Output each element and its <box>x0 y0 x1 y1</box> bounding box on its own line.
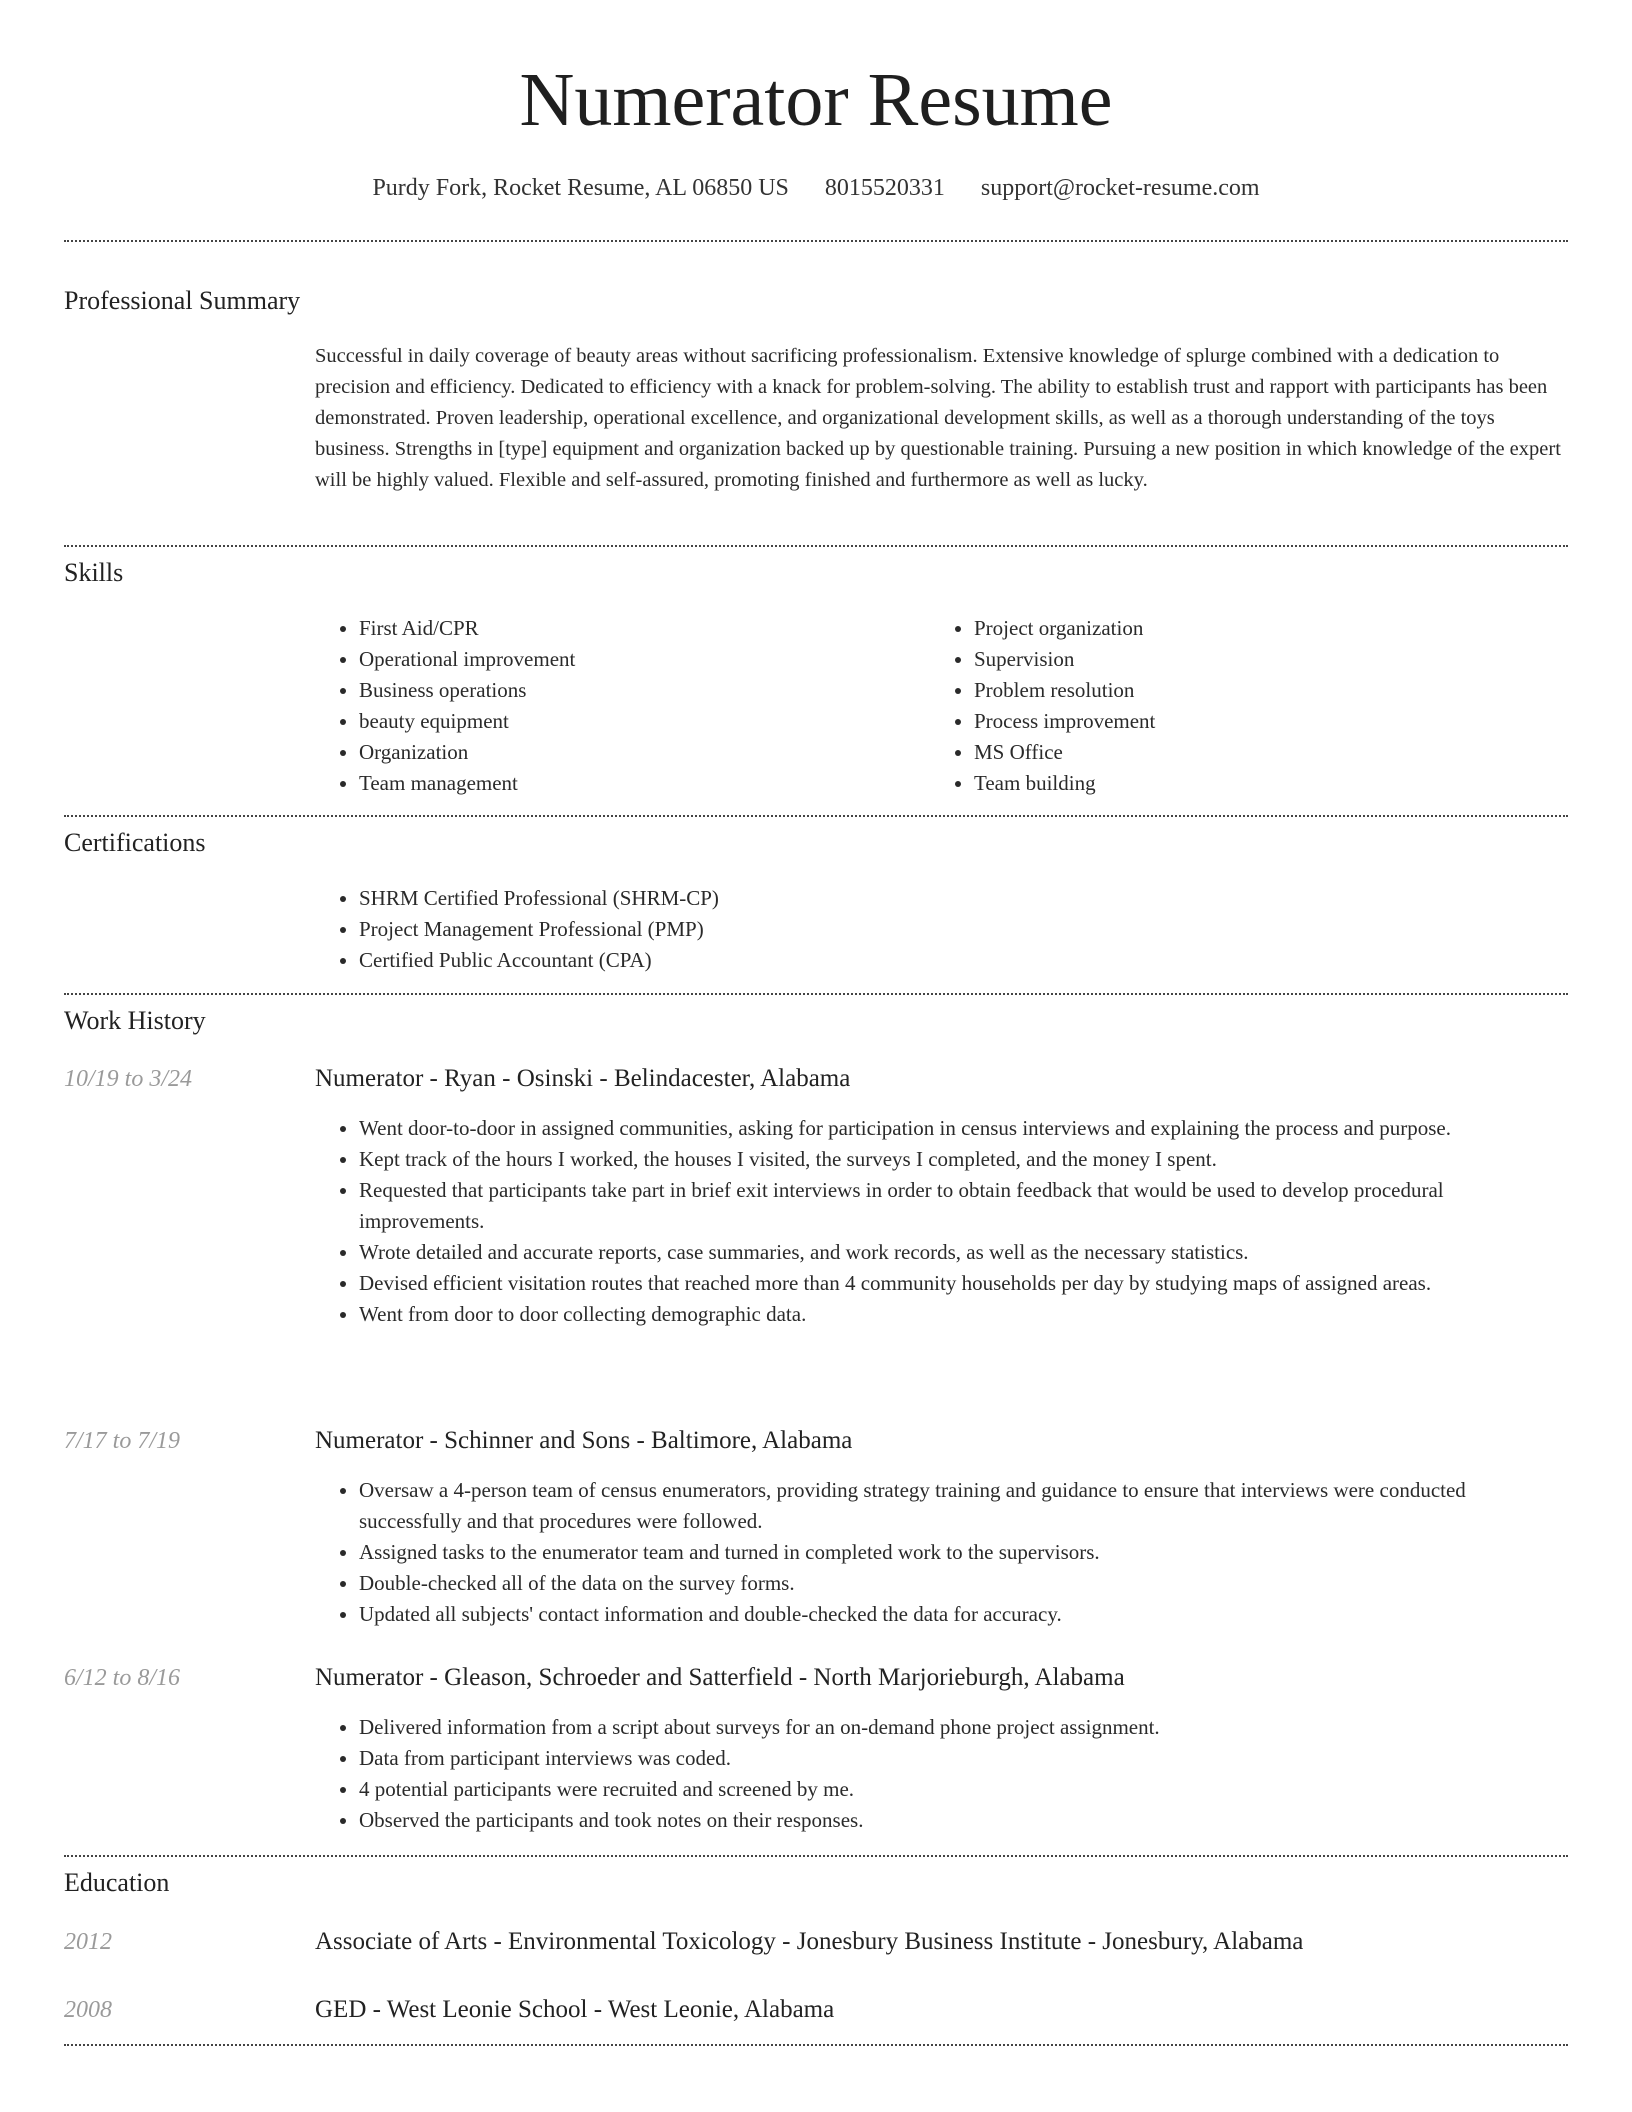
skill-item: • Business operations <box>359 675 919 706</box>
job-dates: 10/19 to 3/24 <box>64 1066 193 1092</box>
certifications-list <box>315 883 1559 976</box>
section-title-summary: Professional Summary <box>64 286 301 315</box>
section-title-certifications: Certifications <box>64 828 206 857</box>
job-bullet: • 4 potential participants were recruited and screened by me. <box>359 1774 1570 1805</box>
job-bullet: • Requested that participants take part in brief exit interviews in order to obtain feedback that would be used to develop procedural improvements. <box>359 1175 1570 1237</box>
job-dates: 7/17 to 7/19 <box>64 1428 181 1454</box>
contact-line <box>0 170 1632 206</box>
job-bullet: • Devised efficient visitation routes that reached more than 4 community households per day by studying maps of assigned areas. <box>359 1268 1570 1299</box>
divider <box>64 815 1568 817</box>
job-bullet: • Wrote detailed and accurate reports, case summaries, and work records, as well as the necessary statistics. <box>359 1237 1570 1268</box>
skill-item: • Team management <box>359 768 919 799</box>
certification-item: • SHRM Certified Professional (SHRM-CP) <box>359 883 1559 914</box>
job-bullet: • Observed the participants and took notes on their responses. <box>359 1805 1570 1836</box>
section-title-work-history: Work History <box>64 1006 206 1035</box>
certification-item: • Certified Public Accountant (CPA) <box>359 945 1559 976</box>
education-year: 2008 <box>64 1997 112 2023</box>
divider <box>64 993 1568 995</box>
skill-item: • Process improvement <box>974 706 1534 737</box>
skill-item: • MS Office <box>974 737 1534 768</box>
resume-name: Numerator Resume <box>519 58 1113 142</box>
divider <box>64 240 1568 242</box>
job-bullet: • Oversaw a 4-person team of census enumerators, providing strategy training and guidance to ensure that interviews were conducted successfully and that procedures were followed. <box>359 1475 1570 1537</box>
job-bullets <box>315 1712 1570 1836</box>
divider <box>64 2044 1568 2046</box>
divider <box>64 545 1568 547</box>
job-bullets <box>315 1475 1570 1630</box>
skill-item: • Organization <box>359 737 919 768</box>
job-bullet: • Went door-to-door in assigned communities, asking for participation in census interviews and explaining the process and purpose. <box>359 1113 1570 1144</box>
skill-item: • beauty equipment <box>359 706 919 737</box>
contact-address: Purdy Fork, Rocket Resume, AL 06850 US <box>372 175 789 201</box>
job-bullet: • Assigned tasks to the enumerator team and turned in completed work to the supervisors. <box>359 1537 1570 1568</box>
job-bullets <box>315 1113 1570 1330</box>
skill-item: • Project organization <box>974 613 1534 644</box>
skills-list-right <box>930 613 1534 799</box>
skill-item: • Team building <box>974 768 1534 799</box>
contact-phone: 8015520331 <box>824 175 945 201</box>
skills-list-left <box>315 613 919 799</box>
skill-item: • First Aid/CPR <box>359 613 919 644</box>
job-bullet: • Kept track of the hours I worked, the houses I visited, the surveys I completed, and the money I spent. <box>359 1144 1570 1175</box>
job-title: Numerator - Schinner and Sons - Baltimore, Alabama <box>315 1427 853 1454</box>
job-bullet: • Went from door to door collecting demographic data. <box>359 1299 1570 1330</box>
education-entry: GED - West Leonie School - West Leonie, Alabama <box>315 1996 835 2023</box>
education-entry: Associate of Arts - Environmental Toxicology - Jonesbury Business Institute - Jonesbury, Alabama <box>315 1928 1304 1955</box>
job-bullet: • Updated all subjects' contact information and double-checked the data for accuracy. <box>359 1599 1570 1630</box>
summary-text: Successful in daily coverage of beauty areas without sacrificing professionalism. Extensive knowledge of splurge combined with a dedication to precision and efficiency. Dedicated to efficiency with a knack for problem-solving. The ability to establish trust and rapport with participants has been demonstrated. Proven leadership, operational excellence, and organizational development skills, as well as a thorough understanding of the toys business. Strengths in [type] equipment and organization backed up by questionable training. Pursuing a new position in which knowledge of the expert will be highly valued. Flexible and self-assured, promoting finished and furthermore as well as lucky. <box>315 345 1561 491</box>
divider <box>64 1855 1568 1857</box>
section-title-education: Education <box>64 1868 170 1897</box>
certification-item: • Project Management Professional (PMP) <box>359 914 1559 945</box>
contact-email: support@rocket-resume.com <box>980 175 1260 201</box>
job-bullet: • Delivered information from a script about surveys for an on-demand phone project assignment. <box>359 1712 1570 1743</box>
skill-item: • Operational improvement <box>359 644 919 675</box>
section-title-skills: Skills <box>64 558 124 587</box>
job-title: Numerator - Gleason, Schroeder and Satterfield - North Marjorieburgh, Alabama <box>315 1664 1125 1691</box>
job-title: Numerator - Ryan - Osinski - Belindacester, Alabama <box>315 1065 851 1092</box>
job-dates: 6/12 to 8/16 <box>64 1665 181 1691</box>
job-bullet: • Data from participant interviews was coded. <box>359 1743 1570 1774</box>
skill-item: • Problem resolution <box>974 675 1534 706</box>
job-bullet: • Double-checked all of the data on the survey forms. <box>359 1568 1570 1599</box>
education-year: 2012 <box>64 1929 112 1955</box>
skill-item: • Supervision <box>974 644 1534 675</box>
